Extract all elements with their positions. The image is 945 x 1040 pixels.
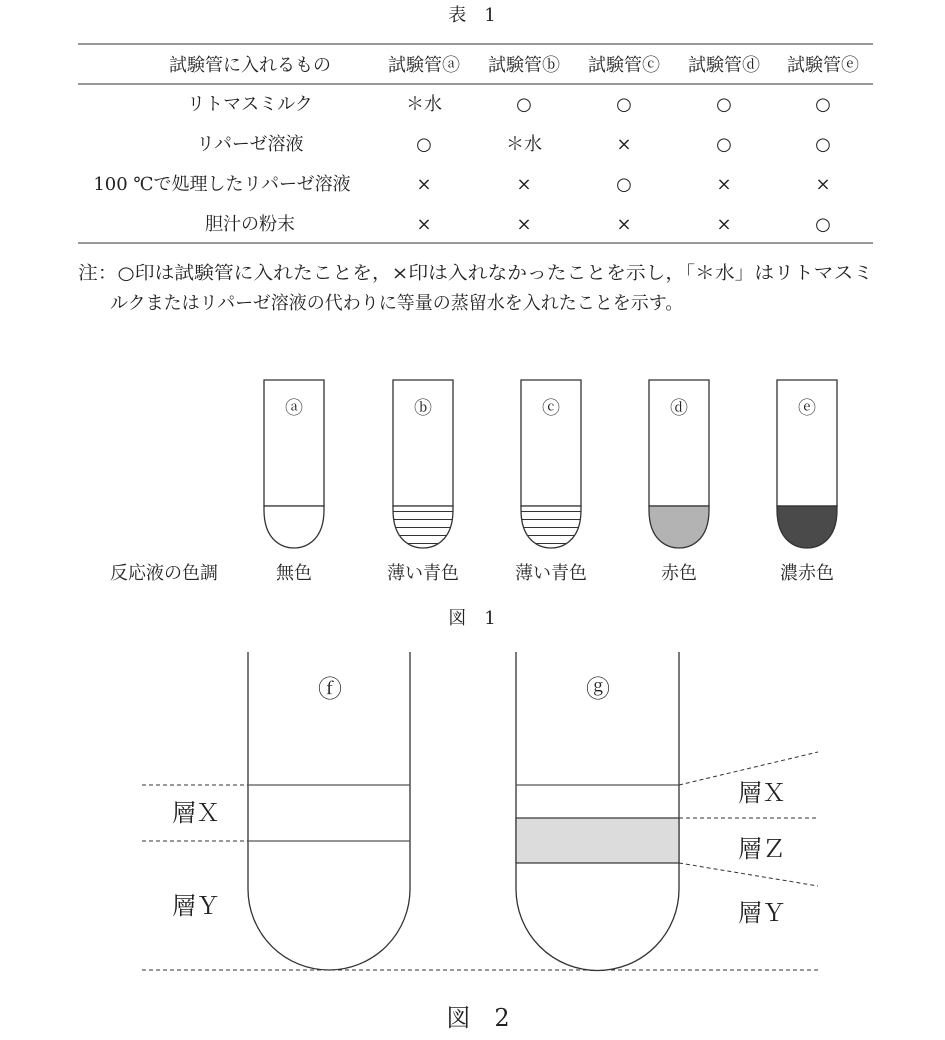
table-cell: ○: [516, 94, 532, 115]
tube-e-color: 濃赤色: [780, 563, 834, 584]
tube-a-id: ⓐ: [285, 398, 303, 419]
tube-f-id: ⓕ: [318, 675, 342, 703]
table-cell: ○: [815, 134, 831, 155]
tube-b-color: 薄い青色: [387, 563, 459, 584]
table-cell: ○: [815, 94, 831, 115]
figure2-dashed-guides: [142, 752, 818, 970]
reaction-liquid: [649, 506, 709, 548]
table-cell: ×: [516, 214, 532, 235]
table-row: [187, 94, 831, 115]
tube-f-layer-y: 層Ｙ: [172, 892, 220, 920]
tube-d-color: 赤色: [661, 563, 697, 584]
table-cell: ○: [616, 94, 632, 115]
table-cell: ×: [416, 174, 432, 195]
table-cell: ○: [716, 134, 732, 155]
reaction-liquid: [521, 506, 581, 548]
header-cell: 試験管ⓑ: [488, 55, 560, 76]
figure1-caption: 図 1: [448, 608, 496, 629]
table-cell: ×: [616, 134, 632, 155]
table-cell: ×: [716, 174, 732, 195]
tube-f-layer-x: 層Ｘ: [172, 799, 220, 827]
header-cell: 試験管に入れるもの: [169, 55, 331, 76]
row-label: 100 ℃で処理したリパーゼ溶液: [93, 174, 351, 195]
row-label: 胆汁の粉末: [205, 214, 295, 235]
table-note-line2: ルクまたはリパーゼ溶液の代わりに等量の蒸留水を入れたことを示す。: [110, 293, 684, 314]
tube-c-id: ⓒ: [542, 398, 560, 419]
tube-e-id: ⓔ: [798, 398, 816, 419]
table-cell: ＊水: [506, 134, 542, 155]
table-row: [196, 134, 830, 155]
table-cell: ○: [416, 134, 432, 155]
tube-g-layer-x: 層Ｘ: [738, 779, 786, 807]
reaction-liquid: [393, 506, 453, 548]
figure2-caption: 図 2: [446, 1004, 510, 1032]
tube-b-id: ⓑ: [414, 398, 432, 419]
table-cell: ×: [616, 214, 632, 235]
table-row: [93, 174, 830, 195]
table-cell: ×: [416, 214, 432, 235]
layer-z-band: [516, 818, 679, 863]
header-cell: 試験管ⓒ: [588, 55, 660, 76]
tube-g-layer-z: 層Ｚ: [738, 835, 786, 863]
reaction-liquid: [777, 506, 837, 548]
row-label: リパーゼ溶液: [196, 134, 304, 155]
table-row: [205, 214, 831, 235]
header-cell: 試験管ⓓ: [688, 55, 760, 76]
row-label: リトマスミルク: [187, 94, 313, 115]
table-cell: ○: [716, 94, 732, 115]
reaction-color-label: 反応液の色調: [110, 563, 218, 584]
table-header: [169, 55, 859, 76]
tube-g-layer-y: 層Ｙ: [738, 899, 786, 927]
header-cell: 試験管ⓔ: [787, 55, 859, 76]
tube-g-id: ⓖ: [586, 675, 610, 703]
table-cell: ×: [716, 214, 732, 235]
header-cell: 試験管ⓐ: [388, 55, 460, 76]
table-title: 表 1: [448, 5, 496, 26]
tube-d-id: ⓓ: [670, 398, 688, 419]
tube-c-color: 薄い青色: [515, 563, 587, 584]
table-cell: ＊水: [406, 94, 442, 115]
table-note-line1: 注：○印は試験管に入れたことを，×印は入れなかったことを示し，「＊水」はリトマスミ: [78, 263, 873, 284]
table-cell: ○: [616, 174, 632, 195]
table-cell: ×: [815, 174, 831, 195]
table-cell: ○: [815, 214, 831, 235]
reaction-liquid: [264, 506, 324, 548]
table-cell: ×: [516, 174, 532, 195]
tube-a-color: 無色: [276, 563, 312, 584]
